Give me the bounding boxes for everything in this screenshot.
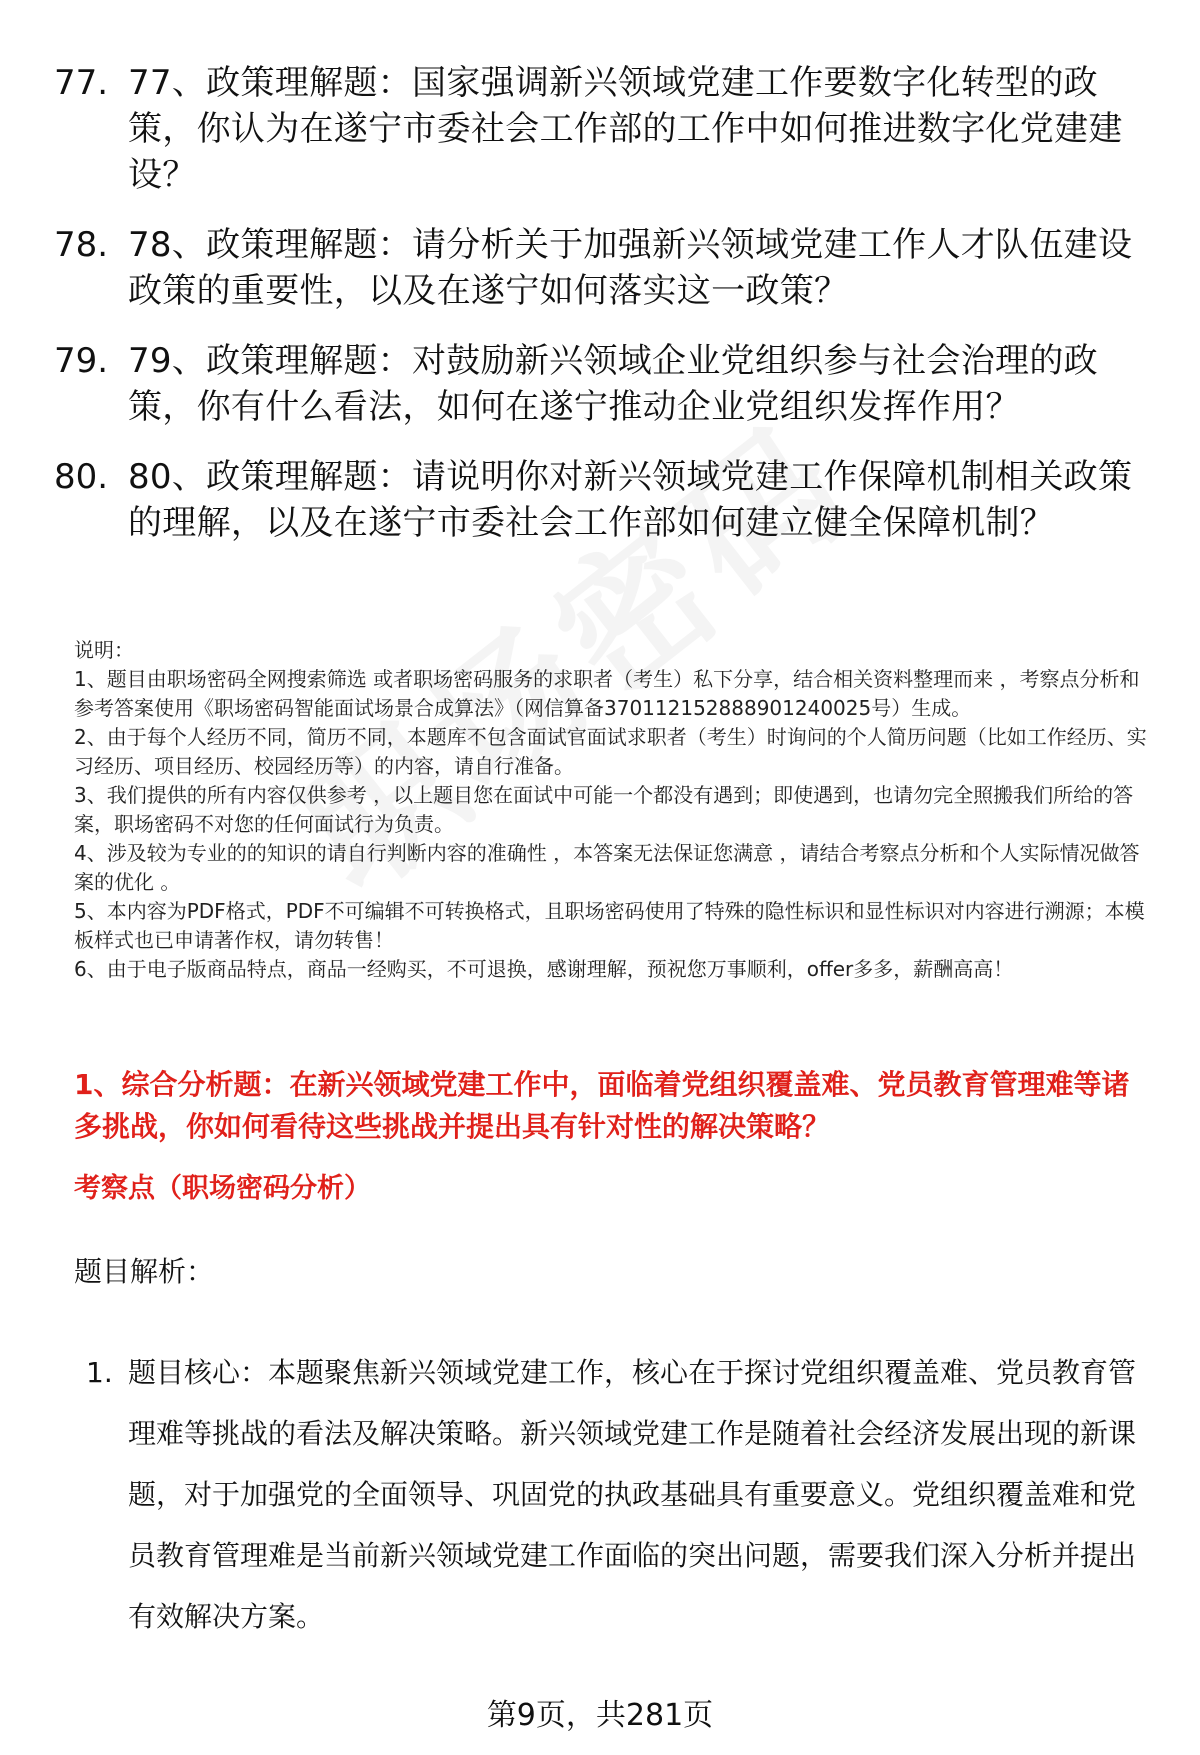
question-text: 77、政策理解题：国家强调新兴领域党建工作要数字化转型的政策，你认为在遂宁市委社会工作部的工作中如何推进数字化党建建设？ [128, 63, 1123, 195]
question-list [54, 60, 1154, 570]
analysis-number: 1. [86, 1356, 113, 1389]
question-text: 78、政策理解题：请分析关于加强新兴领域党建工作人才队伍建设政策的重要性，以及在遂宁如何落实这一政策？ [128, 225, 1133, 311]
note-item: 6、由于电子版商品特点，商品一经购买，不可退换，感谢理解，预祝您万事顺利，offer多多，薪酬高高！ [74, 957, 1014, 981]
assessment-point-heading: 考察点（职场密码分析） [74, 1173, 371, 1204]
note-item: 2、由于每个人经历不同，简历不同，本题库不包含面试官面试求职者（考生）时询问的个人简历问题（比如工作经历、实习经历、项目经历、校园经历等）的内容，请自行准备。 [74, 725, 1147, 778]
question-number: 78. [54, 225, 109, 265]
note-item: 5、本内容为PDF格式，PDF不可编辑不可转换格式，且职场密码使用了特殊的隐性标识和显性标识对内容进行溯源；本模板样式也已申请著作权，请勿转售！ [74, 899, 1145, 952]
analysis-label: 题目解析： [74, 1255, 215, 1288]
topic-heading: 1、综合分析题：在新兴领域党建工作中，面临着党组织覆盖难、党员教育管理难等诸多挑战，你如何看待这些挑战并提出具有针对性的解决策略？ [74, 1068, 1130, 1143]
note-item: 3、我们提供的所有内容仅供参考 ，以上题目您在面试中可能一个都没有遇到；即使遇到，也请勿完全照搬我们所给的答案，职场密码不对您的任何面试行为负责。 [74, 783, 1134, 836]
notes-title: 说明： [74, 638, 134, 662]
question-item [54, 454, 1154, 546]
analysis-text: 题目核心：本题聚焦新兴领域党建工作，核心在于探讨党组织覆盖难、党员教育管理难等挑战的看法及解决策略。新兴领域党建工作是随着社会经济发展出现的新课题，对于加强党的全面领导、巩固党的执政基础具有重要意义。党组织覆盖难和党员教育管理难是当前新兴领域党建工作面临的突出问题，需要我们深入分析并提出有效解决方案。 [128, 1356, 1137, 1633]
question-number: 79. [54, 341, 109, 381]
analysis-item [86, 1342, 1154, 1647]
question-text: 79、政策理解题：对鼓励新兴领域企业党组织参与社会治理的政策，你有什么看法，如何在遂宁推动企业党组织发挥作用？ [128, 341, 1098, 427]
question-item [54, 338, 1154, 430]
question-item [54, 60, 1154, 198]
notes-section [74, 636, 1154, 984]
page-footer: 第9页，共281页 [486, 1698, 714, 1733]
note-item: 1、题目由职场密码全网搜索筛选 或者职场密码服务的求职者（考生）私下分享，结合相关资料整理而来 ，考察点分析和参考答案使用《职场密码智能面试场景合成算法》（网信算备370112152888901240025号）生成。 [74, 667, 1140, 720]
question-item [54, 222, 1154, 314]
question-text: 80、政策理解题：请说明你对新兴领域党建工作保障机制相关政策的理解，以及在遂宁市委社会工作部如何建立健全保障机制？ [128, 457, 1133, 543]
question-number: 80. [54, 457, 109, 497]
note-item: 4、涉及较为专业的的知识的请自行判断内容的准确性 ，本答案无法保证您满意 ，请结合考察点分析和个人实际情况做答案的优化 。 [74, 841, 1140, 894]
question-number: 77. [54, 63, 109, 103]
